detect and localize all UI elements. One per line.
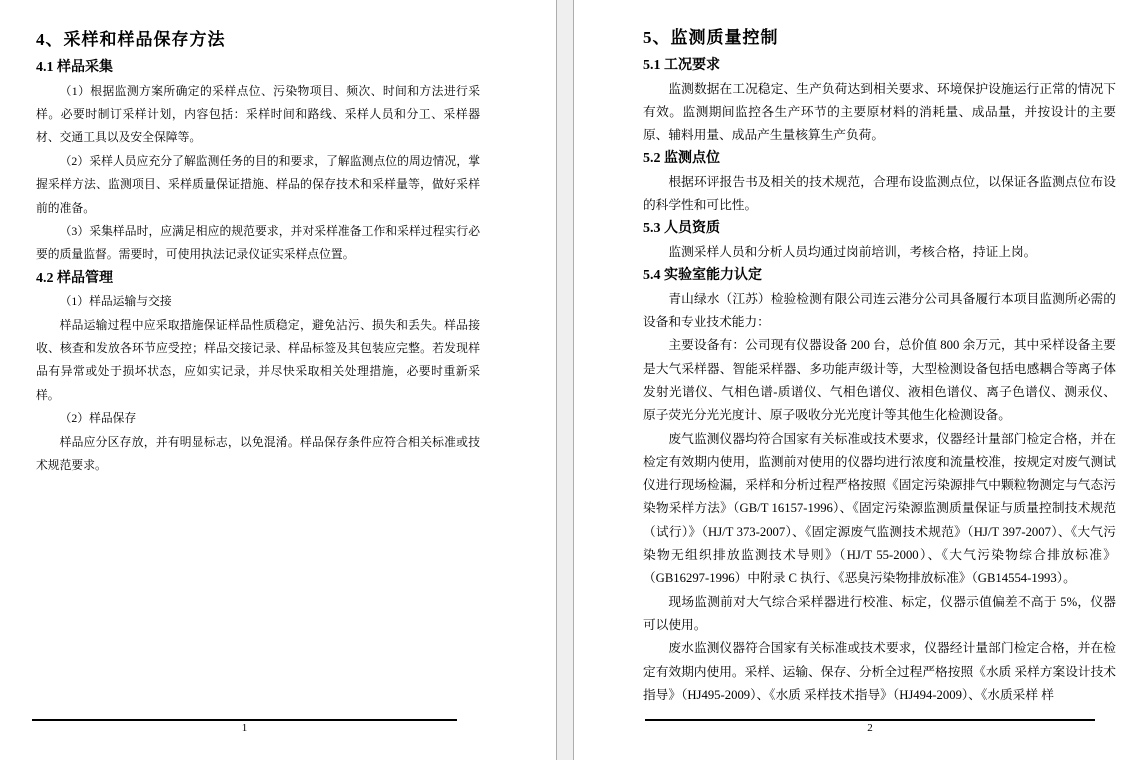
paragraph: 废气监测仪器均符合国家有关标准或技术要求，仪器经计量部门检定合格，并在检定有效期内使用，监测前对使用的仪器均进行浓度和流量校准，按规定对废气测试仪进行现场检漏，采样和分析过程严格按照《固定污染源排气中颗粒物测定与气态污染物采样方法》（GB/T 16157-1996）、《固定污染源监测质量保证与质量控制技术规范（试行）》（HJ/T 373-2007）、《固定源废气监测技术规范》（HJ/T 397-2007）、《大气污染物无组织排放监测技术导则》（HJ/T 55-2000）、《大气污染物综合排放标准》（GB16297-1996）中附录 C 执行、《恶臭污染物排放标准》（GB14554-1993）。: [643, 431, 1116, 586]
footer-rule: [32, 719, 457, 721]
paragraph: 监测采样人员和分析人员均通过岗前培训，考核合格，持证上岗。: [668, 244, 1037, 259]
section-heading-5-2: 5.2 监测点位: [643, 151, 720, 167]
paragraph: （2）样品保存: [59, 411, 137, 426]
paragraph: 废水监测仪器符合国家有关标准或技术要求，仪器经计量部门检定合格，并在检定有效期内使用。采样、运输、保存、分析全过程严格按照《水质 采样方案设计技术指导》（HJ495-2009）、《水质 采样技术指导》（HJ494-2009）、《水质采样 样: [643, 641, 1116, 702]
paragraph: 主要设备有：公司现有仪器设备 200 台，总价值 800 余万元，其中采样设备主要是大气采样器、智能采样器、多功能声级计等，大型检测设备包括电感耦合等离子体发射光谱仪、气相色谱-质谱仪、气相色谱仪、液相色谱仪、离子色谱仪、测汞仪、原子荧光分光光度计、原子吸收分光光度计等其他生化检测设备。: [643, 338, 1116, 423]
section-heading-5-4: 5.4 实验室能力认定: [643, 268, 762, 284]
paragraph: 根据环评报告书及相关的技术规范，合理布设监测点位，以保证各监测点位布设的科学性和可比性。: [643, 174, 1116, 213]
section-heading-4-1: 4.1 样品采集: [36, 60, 113, 75]
paragraph: 样品应分区存放，并有明显标志，以免混淆。样品保存条件应符合相关标准或技术规范要求。: [36, 434, 480, 473]
paragraph: （1）样品运输与交接: [59, 294, 172, 309]
page-2-heading: 5、监测质量控制: [643, 28, 779, 47]
page-1: [0, 0, 557, 760]
page-2-footer: [645, 719, 1095, 735]
paragraph: （3）采集样品时，应满足相应的规范要求，并对采样准备工作和采样过程实行必要的质量监督。需要时，可使用执法记录仪证实采样点位置。: [36, 223, 480, 262]
page-2: [573, 0, 1125, 760]
page-1-footer: [32, 719, 457, 735]
section-heading-5-3: 5.3 人员资质: [643, 221, 720, 237]
paragraph: （1）根据监测方案所确定的采样点位、污染物项目、频次、时间和方法进行采样。必要时制订采样计划，内容包括：采样时间和路线、采样人员和分工、采样器材、交通工具以及安全保障等。: [36, 83, 480, 145]
page-number: 2: [867, 722, 873, 734]
paragraph: 现场监测前对大气综合采样器进行校准、标定，仪器示值偏差不高于 5%，仪器可以使用。: [643, 594, 1116, 632]
section-heading-5-1: 5.1 工况要求: [643, 58, 720, 73]
paragraph: （2）采样人员应充分了解监测任务的目的和要求，了解监测点位的周边情况，掌握采样方法、监测项目、采样质量保证措施、样品的保存技术和采样量等，做好采样前的准备。: [36, 153, 480, 215]
paragraph: 青山绿水（江苏）检验检测有限公司连云港分公司具备履行本项目监测所必需的设备和专业技术能力：: [643, 291, 1116, 330]
footer-rule: [645, 719, 1095, 721]
page-number: 1: [241, 722, 248, 734]
section-heading-4-2: 4.2 样品管理: [36, 270, 113, 286]
paragraph: 监测数据在工况稳定、生产负荷达到相关要求、环境保护设施运行正常的情况下有效。监测期间监控各生产环节的主要原材料的消耗量、成品量，并按设计的主要原、辅料用量、成品产生量核算生产负荷。: [643, 81, 1116, 143]
page-1-heading: 4、采样和样品保存方法: [36, 30, 226, 49]
paragraph: 样品运输过程中应采取措施保证样品性质稳定，避免沾污、损失和丢失。样品接收、核查和发放各环节应受控；样品交接记录、样品标签及其包装应完整。若发现样品有异常或处于损坏状态，应如实记录，并尽快采取相关处理措施，必要时重新采样。: [36, 317, 480, 402]
